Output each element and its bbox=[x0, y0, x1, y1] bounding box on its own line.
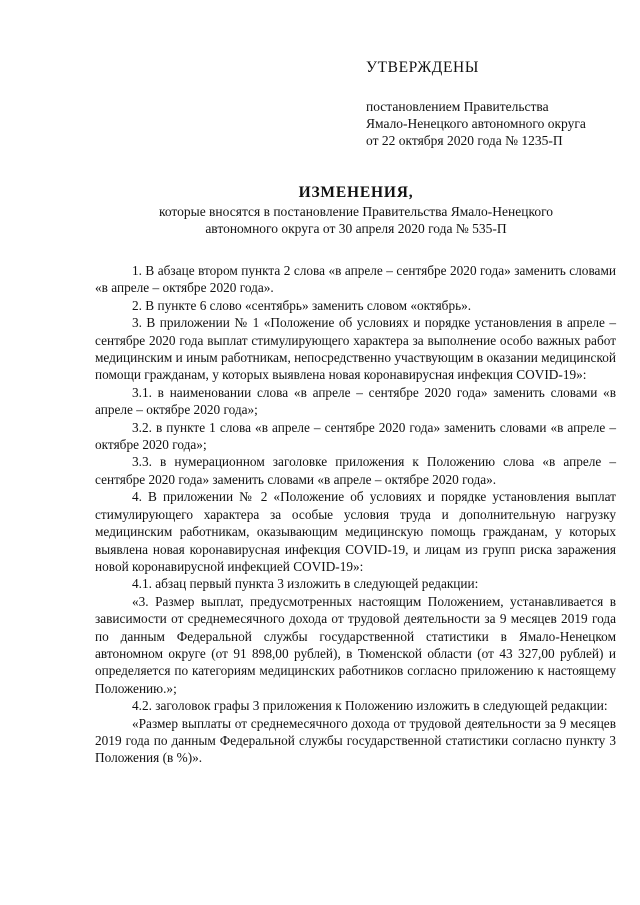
paragraph-quote-column-3: «Размер выплаты от среднемесячного дохода от трудовой деятельности за 9 месяцев 2019 года по данным Федеральной службы государственной статистики согласно пункту 3 Положения (в %)». bbox=[95, 715, 616, 766]
paragraph-quote-3: «3. Размер выплат, предусмотренных настоящим Положением, устанавливается в зависимости от среднемесячного дохода от трудовой деятельности за 9 месяцев 2019 года по данным Федеральной службы государственной статистики в Ямало-Ненецком автономном округе (от 91 898,00 рублей), в Тюменской области (от 43 327,00 рублей) и определяется по категориям медицинских работников согласно приложению к настоящему Положению.»; bbox=[95, 593, 616, 696]
document-body bbox=[95, 262, 616, 767]
paragraph-4-1: 4.1. абзац первый пункта 3 изложить в следующей редакции: bbox=[132, 576, 479, 592]
document-subtitle-line-1: которые вносятся в постановление Правительства Ямало-Ненецкого bbox=[158, 204, 554, 219]
approval-line-2: Ямало-Ненецкого автономного округа bbox=[366, 116, 586, 131]
paragraph-3: 3. В приложении № 1 «Положение об условиях и порядке установления в апреле – сентябре 2020 года выплат стимулирующего характера за выполнение особо важных работ медицинским и иным работникам, непосредственно участвующим в оказании медицинской помощи гражданам, у которых выявлена новая коронавирусная инфекция COVID-19»: bbox=[95, 315, 616, 383]
paragraph-3-1: 3.1. в наименовании слова «в апреле – сентябре 2020 года» заменить словами «в апреле – октябре 2020 года»; bbox=[95, 384, 616, 418]
paragraph-4-2: 4.2. заголовок графы 3 приложения к Положению изложить в следующей редакции: bbox=[132, 698, 608, 714]
approval-line-1: постановлением Правительства bbox=[366, 99, 549, 114]
paragraph-3-2: 3.2. в пункте 1 слова «в апреле – сентябре 2020 года» заменить словами «в апреле – октябре 2020 года»; bbox=[95, 419, 616, 453]
paragraph-1: 1. В абзаце втором пункта 2 слова «в апреле – сентябре 2020 года» заменить словами «в апреле – октябре 2020 года». bbox=[95, 263, 616, 296]
approval-line-3: от 22 октября 2020 года № 1235-П bbox=[366, 133, 563, 148]
approval-stamp bbox=[366, 58, 626, 149]
document-heading bbox=[96, 183, 616, 237]
paragraph-2: 2. В пункте 6 слово «сентябрь» заменить словом «октябрь». bbox=[132, 297, 472, 313]
approved-title: УТВЕРЖДЕНЫ bbox=[366, 59, 479, 76]
paragraph-4: 4. В приложении № 2 «Положение об условиях и порядке установления выплат стимулирующего характера за особые условия труда и дополнительную нагрузку медицинским работникам, оказывающим медицинскую помощь гражданам, у которых выявлена новая коронавирусная инфекция COVID-19, и лицам из групп риска заражения новой коронавирусной инфекцией COVID-19»: bbox=[95, 489, 616, 574]
paragraph-3-3: 3.3. в нумерационном заголовке приложения к Положению слова «в апреле – сентябре 2020 года» заменить словами «в апреле – октябре 2020 года». bbox=[95, 454, 616, 487]
document-subtitle-line-2: автономного округа от 30 апреля 2020 года № 535-П bbox=[205, 221, 507, 236]
document-title: ИЗМЕНЕНИЯ, bbox=[298, 184, 414, 201]
